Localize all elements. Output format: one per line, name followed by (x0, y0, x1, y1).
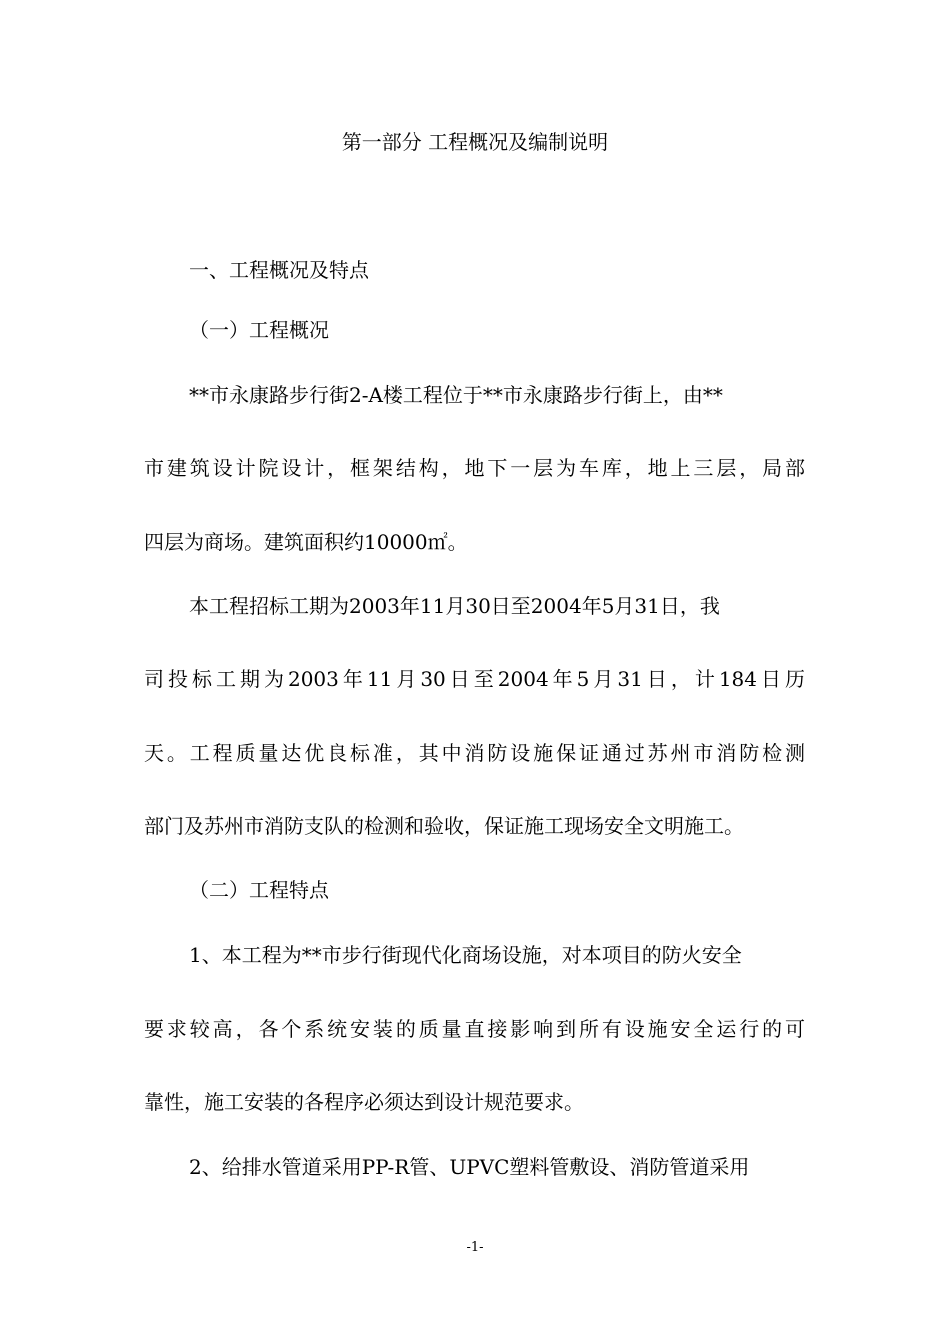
paragraph-2-line-4: 部门及苏州市消防支队的检测和验收，保证施工现场安全文明施工。 (144, 814, 744, 838)
subsection-heading-overview: （一）工程概况 (189, 318, 329, 342)
paragraph-3-line-1: 1、本工程为**市步行街现代化商场设施，对本项目的防火安全 (189, 943, 742, 967)
paragraph-2-line-3: 天。工程质量达优良标准，其中消防设施保证通过苏州市消防检测 (144, 741, 805, 765)
subsection-heading-features: （二）工程特点 (189, 878, 329, 902)
document-title: 第一部分 工程概况及编制说明 (341, 130, 609, 154)
paragraph-2-line-2: 司投标工期为2003年11月30日至2004年5月31日，计184日历 (144, 667, 805, 691)
paragraph-3-line-3: 靠性，施工安装的各程序必须达到设计规范要求。 (144, 1090, 584, 1114)
section-heading: 一、工程概况及特点 (189, 258, 369, 282)
paragraph-3-line-2: 要求较高，各个系统安装的质量直接影响到所有设施安全运行的可 (144, 1017, 805, 1041)
paragraph-1-line-1: **市永康路步行街2-A楼工程位于**市永康路步行街上，由** (189, 383, 723, 407)
paragraph-1-line-2: 市建筑设计院设计，框架结构，地下一层为车库，地上三层，局部 (144, 456, 805, 480)
paragraph-4-line-1: 2、给排水管道采用PP-R管、UPVC塑料管敷设、消防管道采用 (189, 1155, 750, 1179)
paragraph-1-line-3: 四层为商场。建筑面积约10000㎡。 (144, 530, 468, 554)
paragraph-2-line-1: 本工程招标工期为2003年11月30日至2004年5月31日，我 (189, 594, 720, 618)
page-number: -1- (466, 1240, 484, 1255)
